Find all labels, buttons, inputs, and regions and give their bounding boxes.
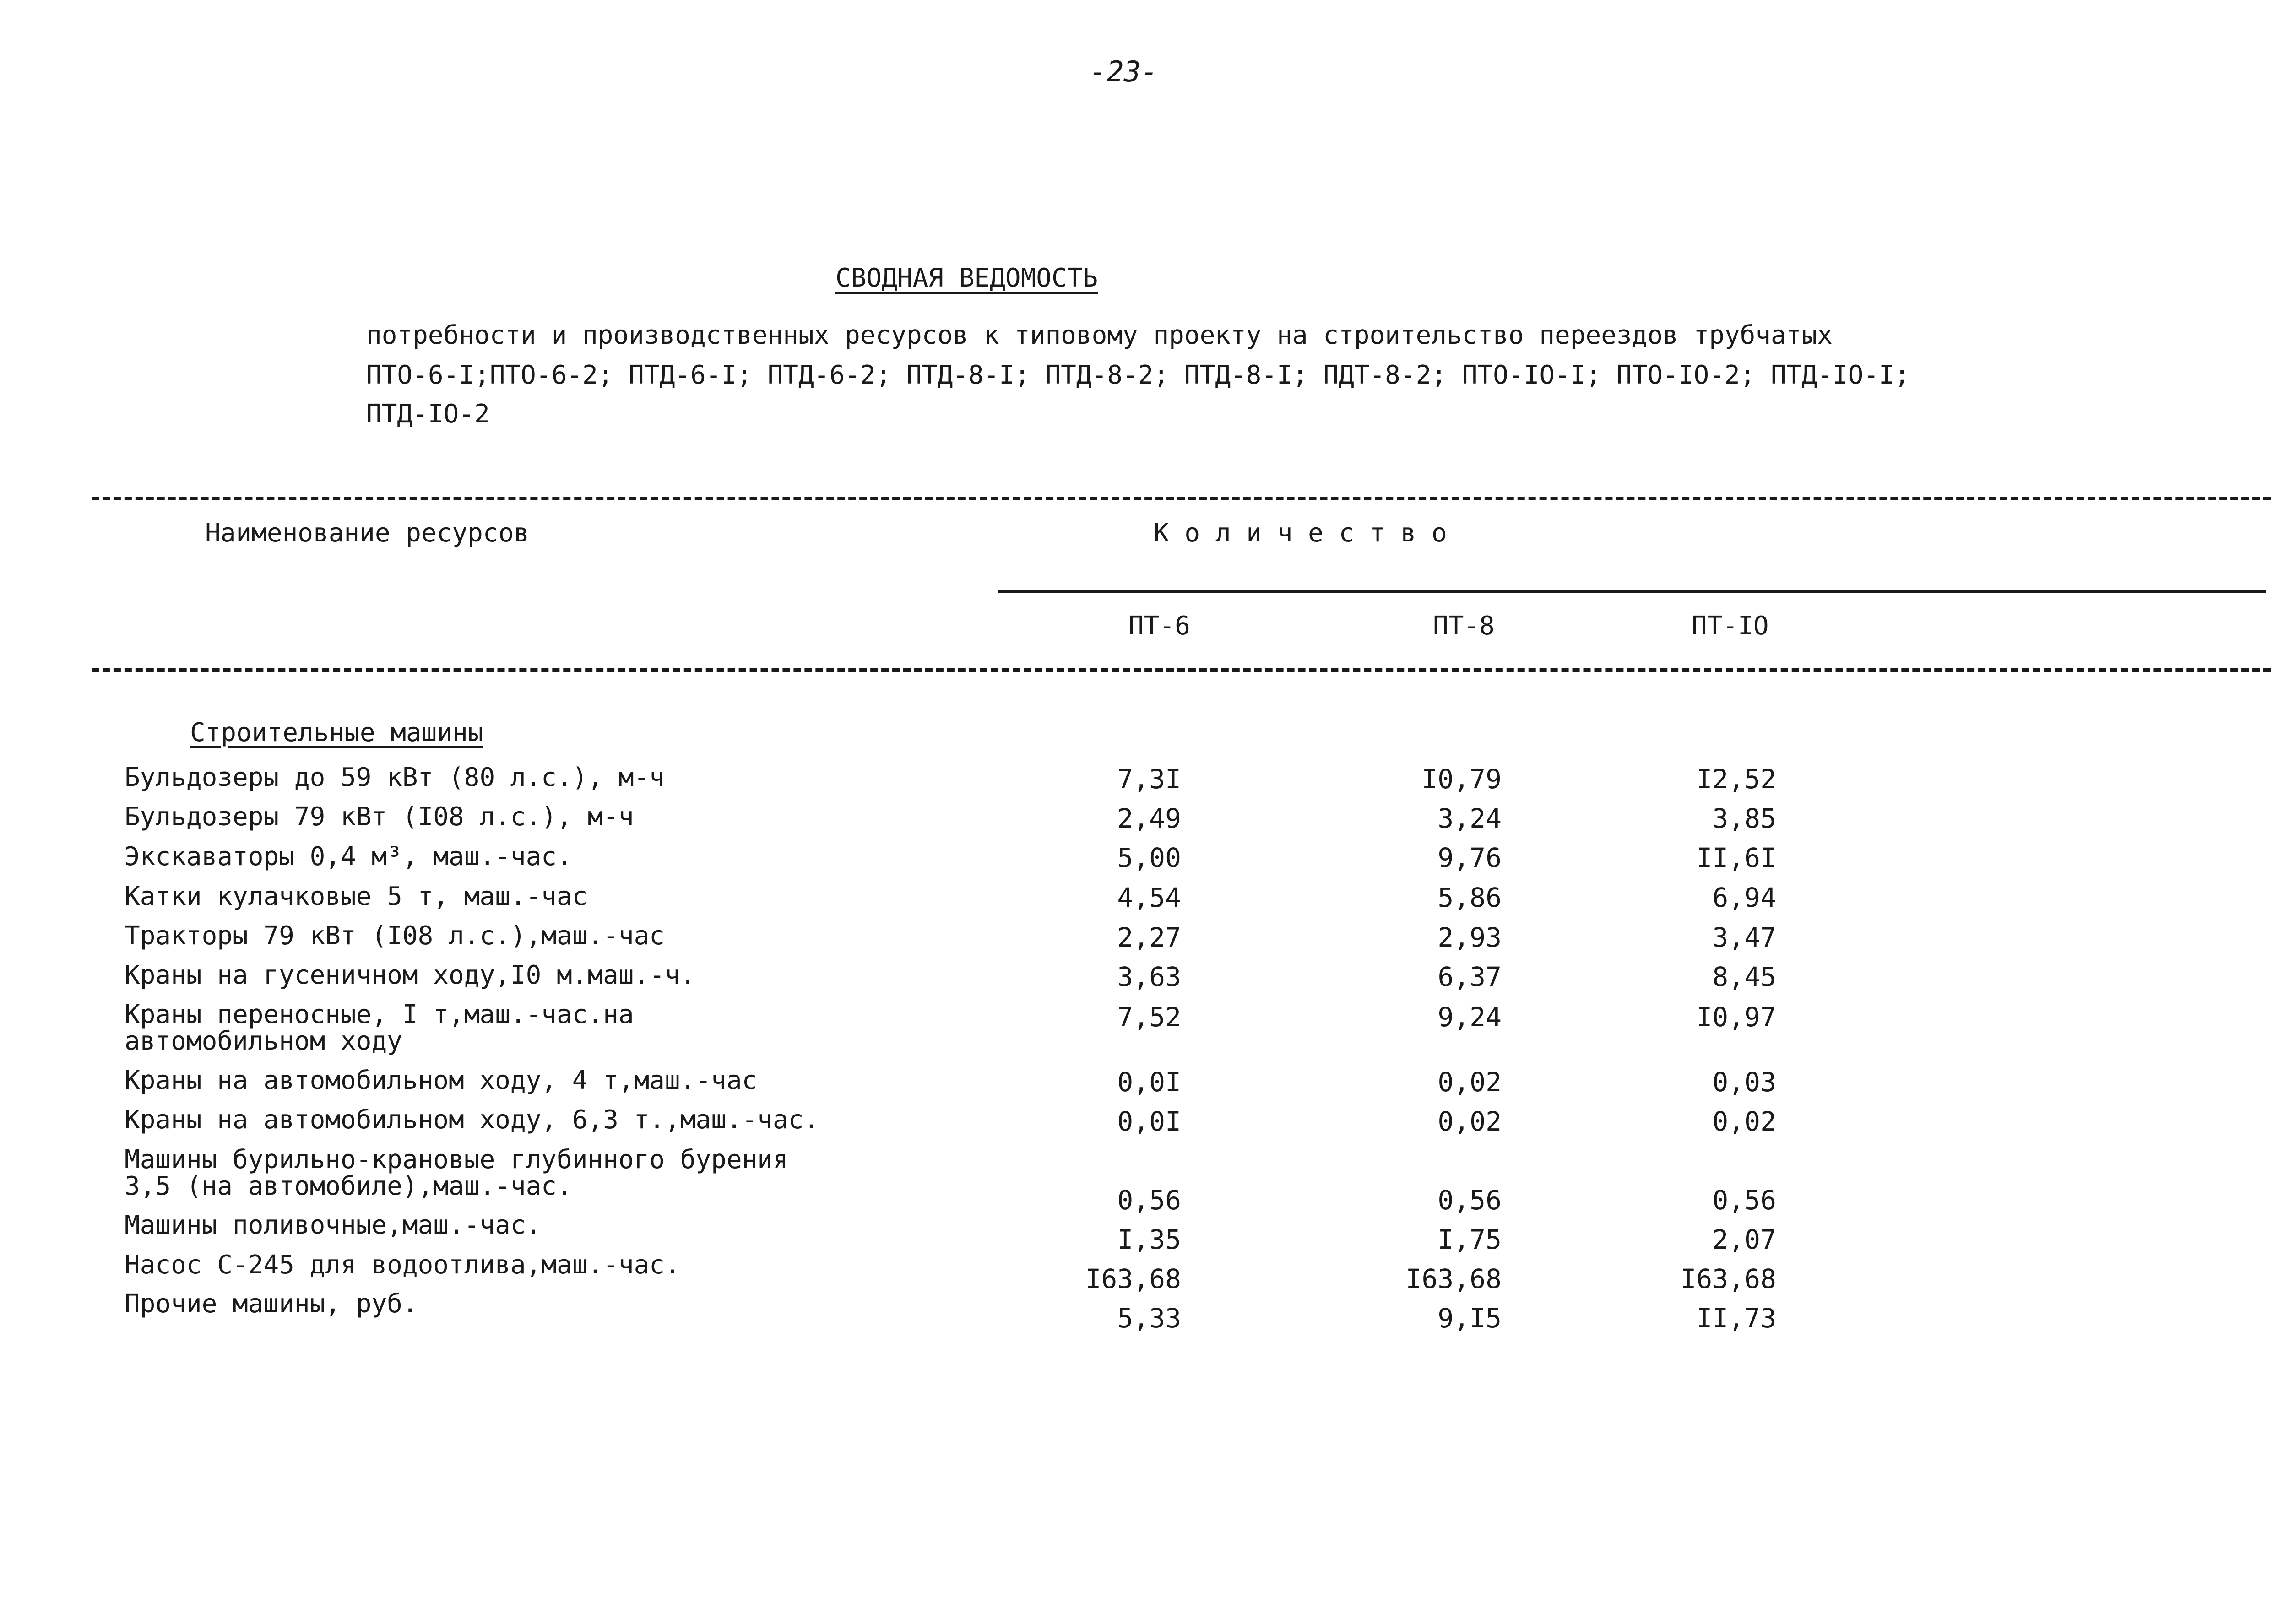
- resource-name: Краны на гусеничном ходу,I0 м.маш.-ч.: [125, 960, 696, 990]
- resource-name: Машины поливочные,маш.-час.: [125, 1210, 542, 1240]
- resource-value-пт-8: 5,86: [1437, 882, 1502, 913]
- subtitle-line-1: потребности и производственных ресурсов к типовому проекту на строительство переездов трубчатых: [366, 320, 1833, 350]
- resource-value-пт-8: 3,24: [1437, 803, 1502, 834]
- resource-value-пт-6: 3,63: [1117, 961, 1181, 992]
- resource-value-пт-8: I63,68: [1405, 1263, 1502, 1294]
- resource-name: Насос С-245 для водоотлива,маш.-час.: [125, 1250, 680, 1280]
- resource-value-пт-8: 6,37: [1437, 961, 1502, 992]
- column-header-pt8: ПТ-8: [1433, 611, 1495, 641]
- resource-value-пт-io: 2,07: [1712, 1224, 1776, 1255]
- column-header-pt10: ПТ-IO: [1692, 611, 1769, 641]
- resource-value-пт-io: 8,45: [1712, 961, 1776, 992]
- resource-value-пт-io: II,6I: [1696, 842, 1776, 873]
- subtitle-line-2: ПТО-6-I;ПТО-6-2; ПТД-6-I; ПТД-6-2; ПТД-8-I; ПТД-8-2; ПТД-8-I; ПДТ-8-2; ПТО-IO-I; ПТО-IO-2; ПТД-IO-I;: [366, 360, 1910, 390]
- resource-value-пт-8: 9,24: [1437, 1001, 1502, 1033]
- resource-value-пт-6: I63,68: [1085, 1263, 1181, 1294]
- resource-value-пт-6: 0,0I: [1117, 1066, 1181, 1098]
- resource-value-пт-6: 7,52: [1117, 1001, 1181, 1033]
- resource-value-пт-6: 5,33: [1117, 1303, 1181, 1334]
- resource-name: Машины бурильно-крановые глубинного бурения 3,5 (на автомобиле),маш.-час.: [125, 1145, 788, 1201]
- resource-name: Краны на автомобильном ходу, 6,3 т.,маш.-час.: [125, 1105, 819, 1135]
- resource-value-пт-8: 0,56: [1437, 1185, 1502, 1216]
- resource-value-пт-io: 6,94: [1712, 882, 1776, 913]
- resource-value-пт-6: 5,00: [1117, 842, 1181, 873]
- table-header-bottom-rule: [92, 668, 2271, 672]
- table-top-rule: [92, 497, 2271, 500]
- resource-value-пт-6: 0,0I: [1117, 1106, 1181, 1137]
- resource-name: Краны на автомобильном ходу, 4 т,маш.-час: [125, 1066, 758, 1095]
- resource-value-пт-io: 0,56: [1712, 1185, 1776, 1216]
- resource-value-пт-8: I,75: [1437, 1224, 1502, 1255]
- resource-value-пт-8: 0,02: [1437, 1066, 1502, 1098]
- document-title: СВОДНАЯ ВЕДОМОСТЬ: [835, 263, 1098, 293]
- resource-value-пт-8: I0,79: [1421, 763, 1502, 795]
- resource-value-пт-6: 2,27: [1117, 922, 1181, 953]
- resource-value-пт-io: 3,85: [1712, 803, 1776, 834]
- resource-name: Прочие машины, руб.: [125, 1289, 418, 1319]
- resource-value-пт-io: I2,52: [1696, 763, 1776, 795]
- resource-name: Экскаваторы 0,4 м³, маш.-час.: [125, 842, 572, 872]
- quantity-header-rule: [998, 590, 2266, 593]
- resource-value-пт-6: 2,49: [1117, 803, 1181, 834]
- resource-value-пт-8: 9,I5: [1437, 1303, 1502, 1334]
- resource-name: Тракторы 79 кВт (I08 л.с.),маш.-час: [125, 921, 665, 951]
- resource-value-пт-6: 4,54: [1117, 882, 1181, 913]
- column-header-pt6: ПТ-6: [1128, 611, 1190, 641]
- resource-value-пт-8: 0,02: [1437, 1106, 1502, 1137]
- resource-value-пт-io: I63,68: [1680, 1263, 1776, 1294]
- name-column-header: Наименование ресурсов: [205, 518, 530, 548]
- resource-name: Краны переносные, I т,маш.-час.на автомобильном ходу: [125, 1000, 634, 1056]
- resource-value-пт-io: I0,97: [1696, 1001, 1776, 1033]
- resource-name: Бульдозеры до 59 кВт (80 л.с.), м-ч: [125, 763, 665, 792]
- resource-value-пт-io: II,73: [1696, 1303, 1776, 1334]
- resource-value-пт-6: 0,56: [1117, 1185, 1181, 1216]
- resource-value-пт-io: 3,47: [1712, 922, 1776, 953]
- resource-value-пт-8: 2,93: [1437, 922, 1502, 953]
- resource-value-пт-io: 0,03: [1712, 1066, 1776, 1098]
- quantity-header: К о л и ч е с т в о: [1154, 518, 1447, 548]
- page-number: -23-: [1090, 55, 1158, 88]
- resource-value-пт-6: I,35: [1117, 1224, 1181, 1255]
- subtitle-line-3: ПТД-IO-2: [366, 399, 490, 429]
- resource-value-пт-8: 9,76: [1437, 842, 1502, 873]
- resource-name: Катки кулачковые 5 т, маш.-час: [125, 882, 588, 911]
- resource-value-пт-io: 0,02: [1712, 1106, 1776, 1137]
- resource-value-пт-6: 7,3I: [1117, 763, 1181, 795]
- section-title: Строительные машины: [190, 718, 483, 747]
- resource-name: Бульдозеры 79 кВт (I08 л.с.), м-ч: [125, 802, 634, 832]
